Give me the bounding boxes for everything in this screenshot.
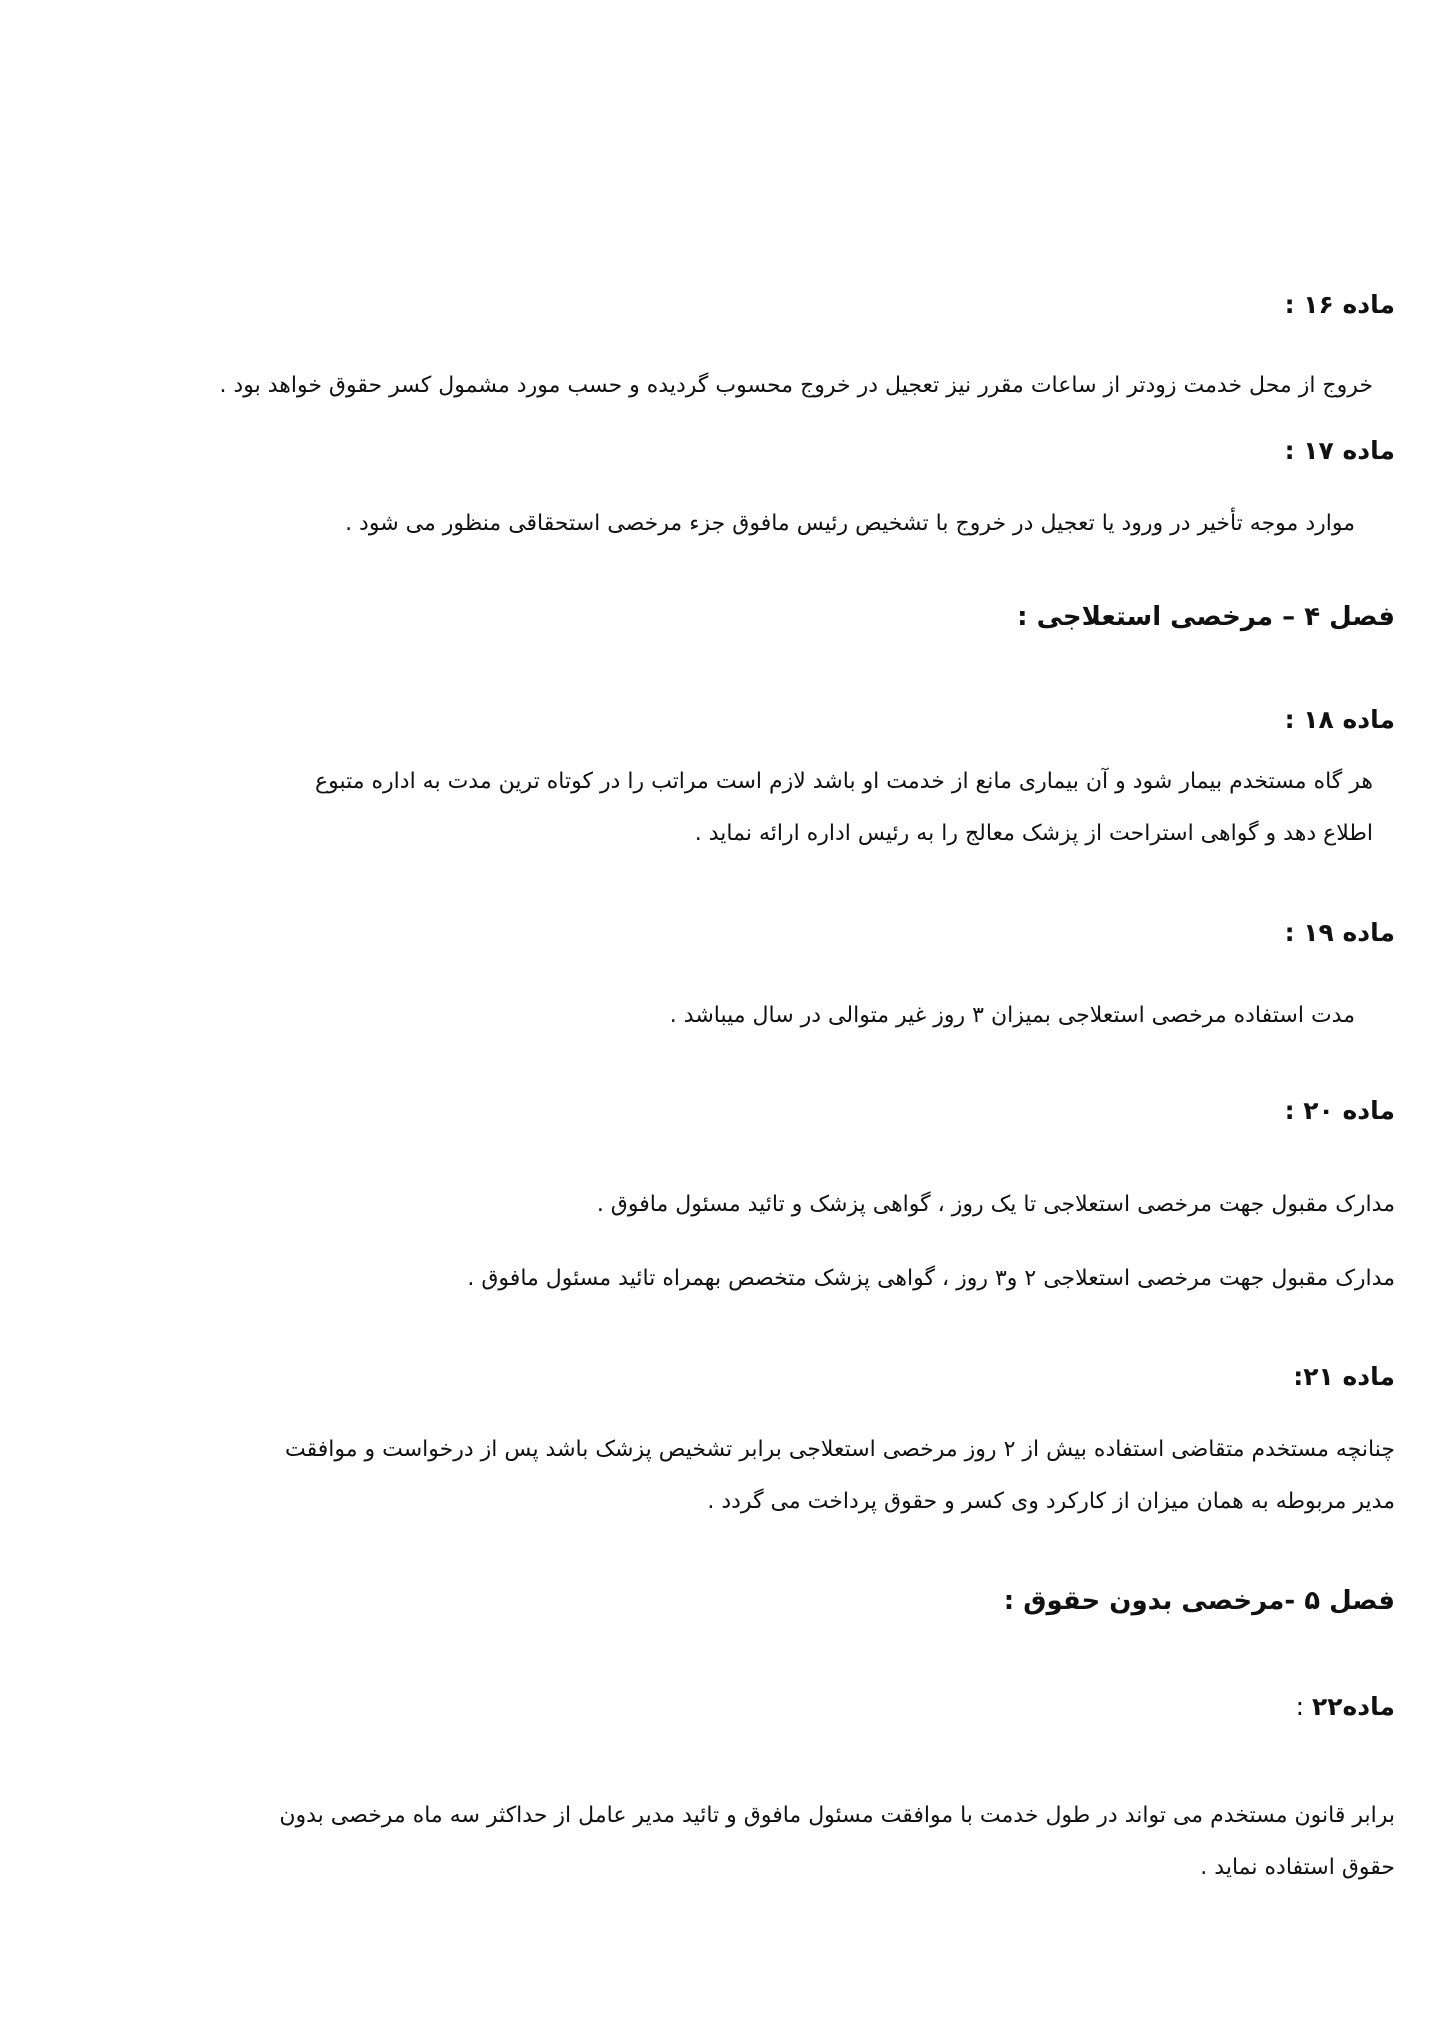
article-16-heading: ماده ۱۶ : bbox=[1284, 290, 1395, 319]
article-16-line-1: خروج از محل خدمت زودتر از ساعات مقرر نیز تعجیل در خروج محسوب گردیده و حسب مورد مشمول کسر حقوق خواهد بود . bbox=[219, 373, 1373, 398]
article-16-body bbox=[219, 360, 1373, 412]
chapter-5-title: فصل ۵ -مرخصی بدون حقوق : bbox=[1003, 1586, 1395, 1616]
article-22-line-2: حقوق استفاده نماید . bbox=[1200, 1855, 1395, 1880]
article-21-line-2: مدیر مربوطه به همان میزان از کارکرد وی کسر و حقوق پرداخت می گردد . bbox=[707, 1489, 1395, 1514]
article-18-body bbox=[315, 756, 1373, 860]
article-22-body bbox=[279, 1790, 1395, 1894]
article-20-line-2: مدارک مقبول جهت مرخصی استعلاجی ۲ و۳ روز ، گواهی پزشک متخصص بهمراه تائید مسئول مافوق . bbox=[467, 1266, 1395, 1291]
article-22-line-1: برابر قانون مستخدم می تواند در طول خدمت با موافقت مسئول مافوق و تائید مدیر عامل از حداکثر سه ماه مرخصی بدون bbox=[279, 1803, 1395, 1828]
article-19-heading: ماده ۱۹ : bbox=[1284, 918, 1395, 947]
article-20-body bbox=[467, 1168, 1395, 1316]
article-18-heading: ماده ۱۸ : bbox=[1284, 705, 1395, 734]
article-22-heading bbox=[1296, 1692, 1395, 1721]
article-20-heading: ماده ۲۰ : bbox=[1284, 1096, 1395, 1125]
article-18-line-2: اطلاع دهد و گواهی استراحت از پزشک معالج را به رئیس اداره ارائه نماید . bbox=[694, 821, 1373, 846]
article-21-heading: ماده ۲۱: bbox=[1293, 1362, 1395, 1391]
article-21-line-1: چنانچه مستخدم متقاضی استفاده بیش از ۲ روز مرخصی استعلاجی برابر تشخیص پزشک باشد پس از درخواست و موافقت bbox=[285, 1437, 1395, 1462]
article-19-line-1: مدت استفاده مرخصی استعلاجی بمیزان ۳ روز غیر متوالی در سال میباشد . bbox=[669, 1003, 1355, 1028]
article-17-line-1: موارد موجه تأخیر در ورود یا تعجیل در خروج با تشخیص رئیس مافوق جزء مرخصی استحقاقی منظور می شود . bbox=[345, 511, 1355, 536]
article-17-body bbox=[345, 498, 1355, 550]
article-22-heading-colon: : bbox=[1295, 1692, 1312, 1721]
article-17-heading: ماده ۱۷ : bbox=[1284, 436, 1395, 465]
article-19-body bbox=[670, 990, 1355, 1042]
article-20-line-1: مدارک مقبول جهت مرخصی استعلاجی تا یک روز ، گواهی پزشک و تائید مسئول مافوق . bbox=[596, 1192, 1395, 1217]
article-22-heading-label: ماده۲۲ bbox=[1312, 1692, 1395, 1721]
chapter-4-title: فصل ۴ – مرخصی استعلاجی : bbox=[1017, 602, 1395, 632]
article-21-body bbox=[285, 1424, 1395, 1528]
article-18-line-1: هر گاه مستخدم بیمار شود و آن بیماری مانع از خدمت او باشد لازم است مراتب را در کوتاه ترین مدت به اداره متبوع bbox=[314, 769, 1373, 794]
